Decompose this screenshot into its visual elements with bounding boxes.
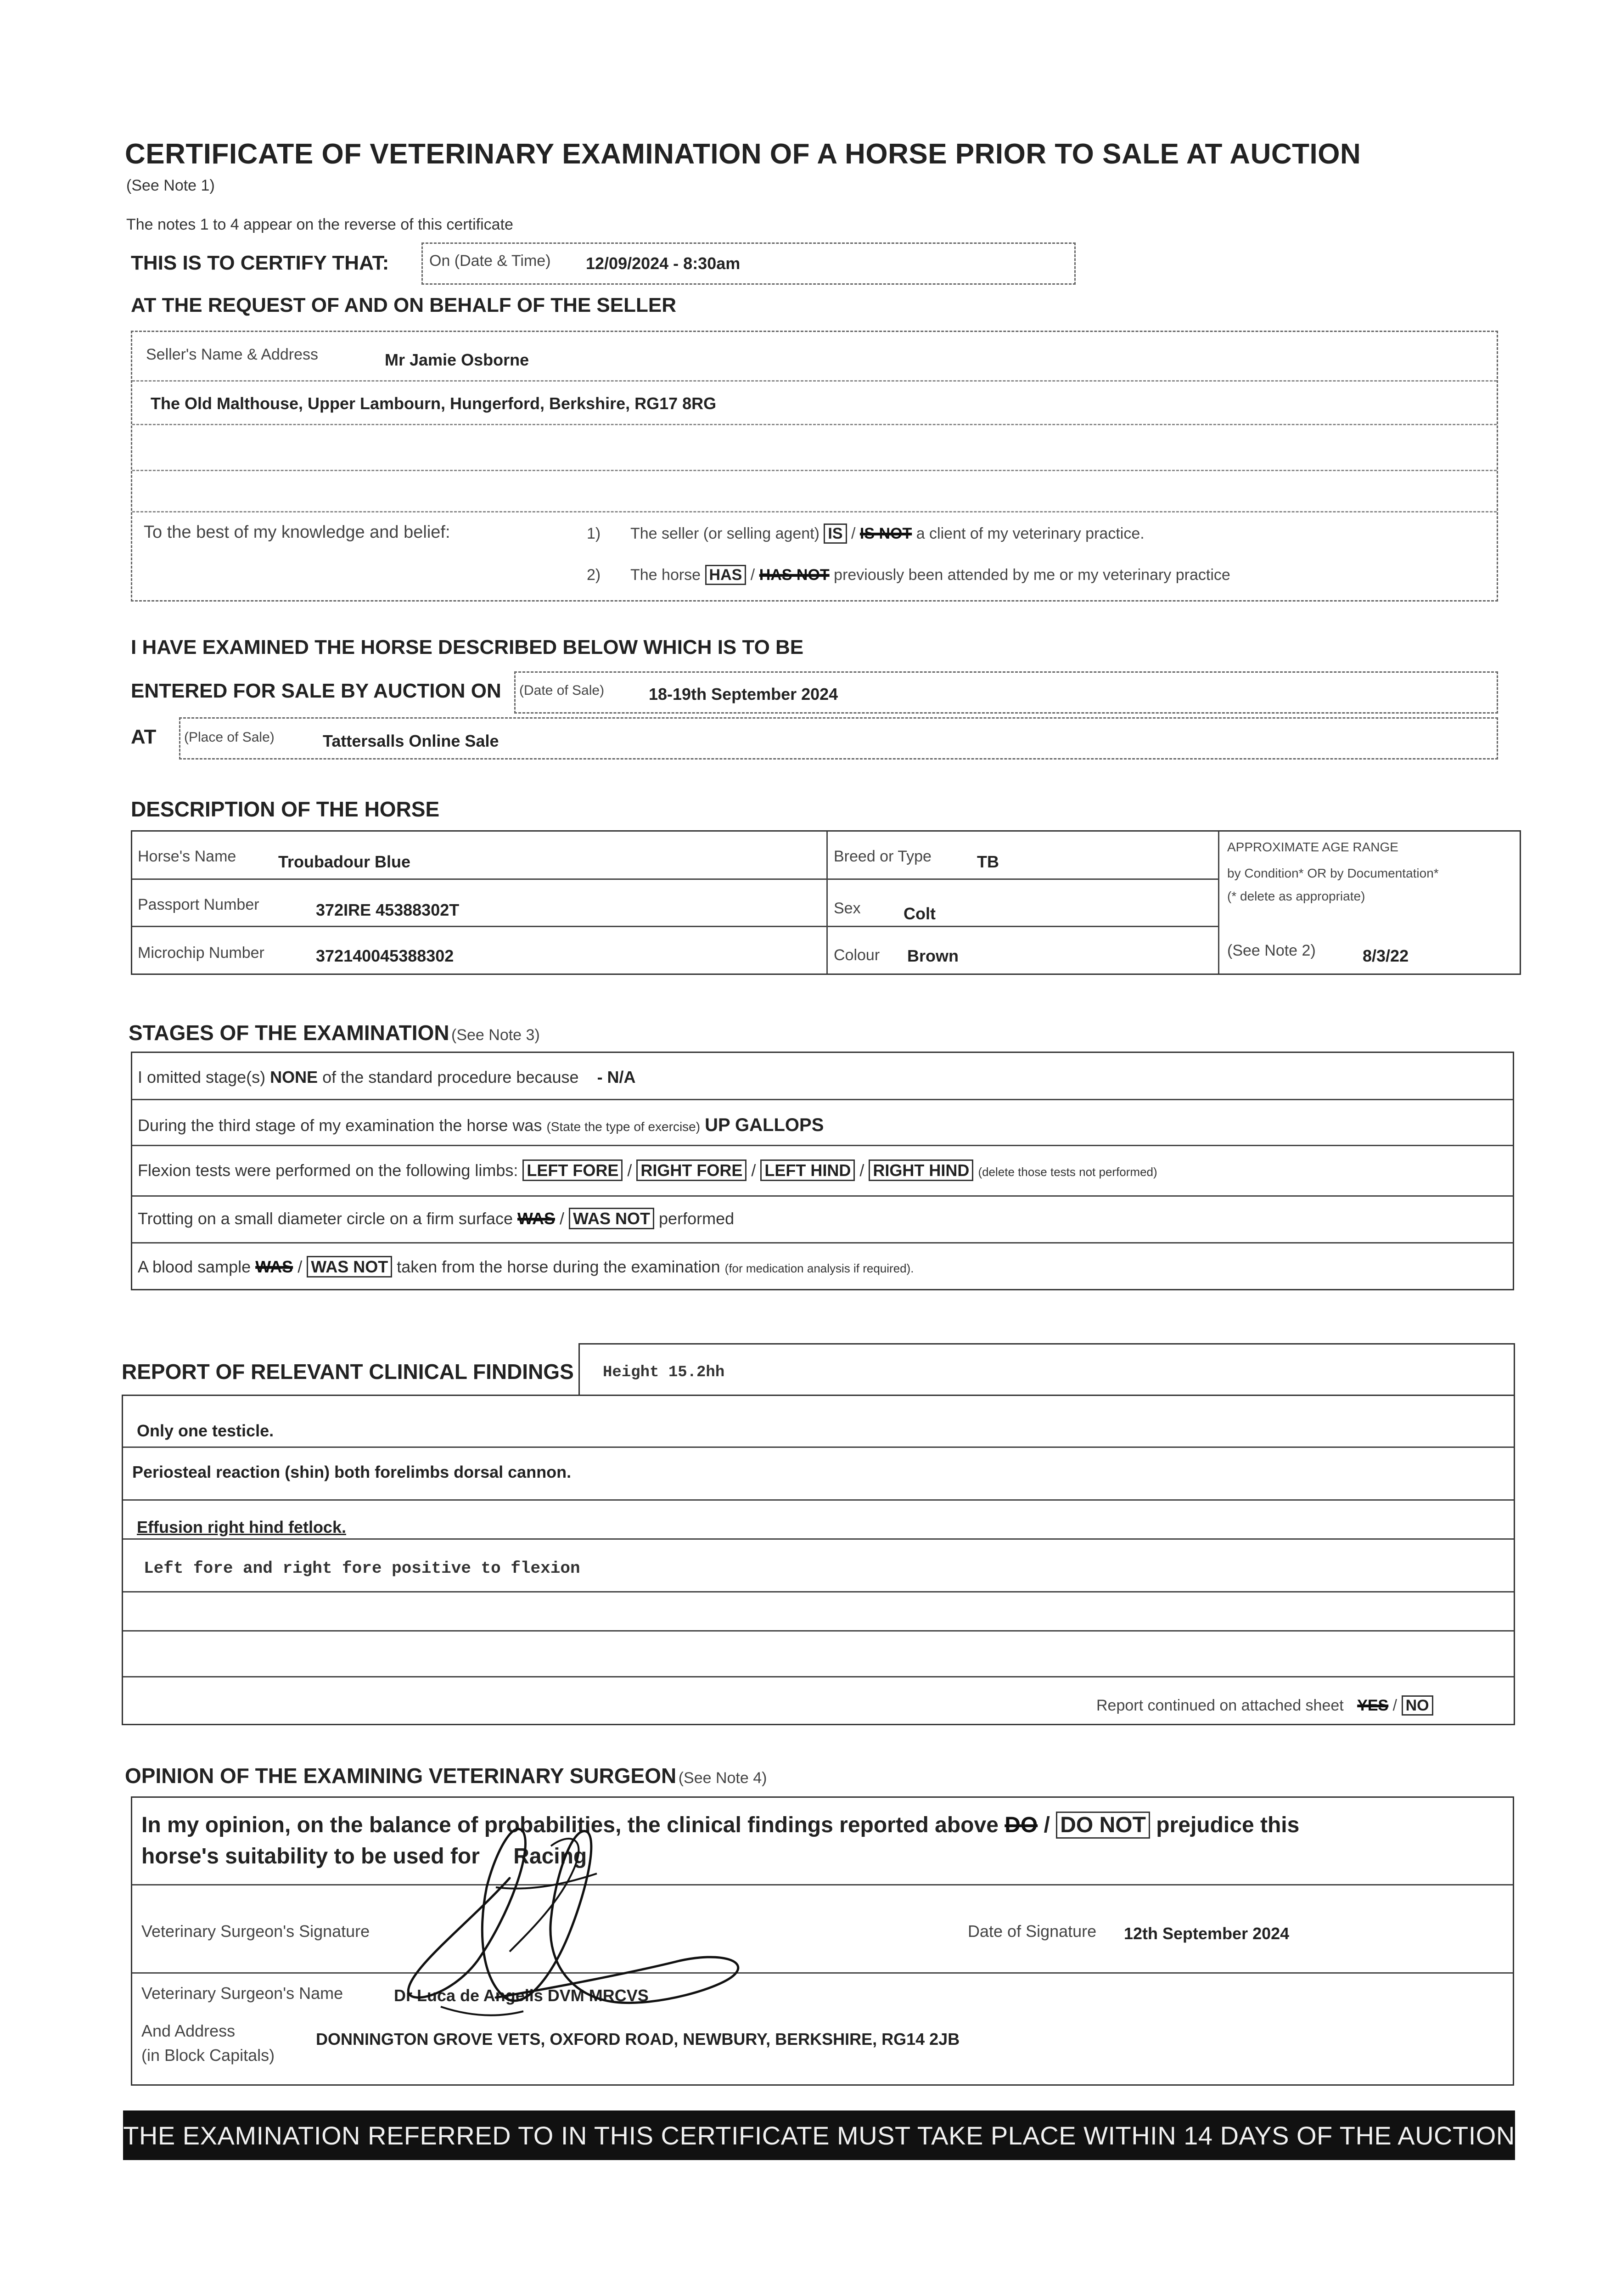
item1-separator: / xyxy=(851,525,856,542)
item2-option-has[interactable]: HAS xyxy=(705,565,746,585)
passport-number[interactable]: 372IRE 45388302T xyxy=(316,900,460,919)
item2-separator: / xyxy=(750,566,755,584)
sale-date-value: 18-19th September 2024 xyxy=(649,685,838,703)
height-value: Height 15.2hh xyxy=(603,1364,725,1381)
continued-option-yes[interactable]: YES xyxy=(1357,1697,1389,1714)
opinion-option-do-not[interactable]: DO NOT xyxy=(1056,1812,1150,1839)
blood-label: A blood sample xyxy=(138,1257,251,1276)
limb-right-hind[interactable]: RIGHT HIND xyxy=(869,1159,973,1181)
breed-label: Breed or Type xyxy=(834,848,932,865)
age-delete-note: (* delete as appropriate) xyxy=(1227,889,1365,903)
omitted-reason[interactable]: - N/A xyxy=(597,1068,636,1086)
horse-name[interactable]: Troubadour Blue xyxy=(278,852,410,871)
trot-row: Trotting on a small diameter circle on a firm surface WAS / WAS NOT performed xyxy=(138,1209,734,1228)
height-field[interactable] xyxy=(578,1343,1515,1395)
trot-label: Trotting on a small diameter circle on a firm surface xyxy=(138,1209,513,1228)
opinion-text-pre: In my opinion, on the balance of probabilities, the clinical findings reported above xyxy=(141,1813,999,1837)
stages-heading-note: (See Note 3) xyxy=(451,1026,540,1044)
address-label-block: (in Block Capitals) xyxy=(141,2046,275,2065)
seller-name-label: Seller's Name & Address xyxy=(146,346,318,363)
trot-option-was[interactable]: WAS xyxy=(517,1209,555,1228)
vet-name[interactable]: Dr Luca de Angelis DVM MRCVS xyxy=(394,1986,649,2005)
finding-line-1[interactable]: Only one testicle. xyxy=(137,1421,274,1440)
opinion-text-line2: horse's suitability to be used for xyxy=(141,1844,480,1868)
notes-line: The notes 1 to 4 appear on the reverse of this certificate xyxy=(126,216,513,233)
description-table xyxy=(131,830,1521,975)
stages-heading-wrap xyxy=(129,1020,540,1045)
seller-box xyxy=(131,331,1498,602)
horse-name-label: Horse's Name xyxy=(138,848,236,865)
opinion-text-post: prejudice this xyxy=(1156,1813,1300,1837)
age-see-note: (See Note 2) xyxy=(1227,942,1316,959)
exercise-value[interactable]: UP GALLOPS xyxy=(705,1115,824,1135)
item2-pre: The horse xyxy=(630,566,701,584)
breed-value[interactable]: TB xyxy=(977,852,999,871)
opinion-heading-note: (See Note 4) xyxy=(678,1769,767,1787)
limb-left-hind[interactable]: LEFT HIND xyxy=(760,1159,855,1181)
seller-address[interactable]: The Old Malthouse, Upper Lambourn, Hungerford, Berkshire, RG17 8RG xyxy=(151,394,717,413)
continued-row: Report continued on attached sheet YES / NO xyxy=(1096,1697,1433,1715)
opinion-box xyxy=(131,1796,1514,2086)
blood-option-was-not[interactable]: WAS NOT xyxy=(307,1256,392,1277)
exercise-hint: (State the type of exercise) xyxy=(546,1120,701,1134)
limb-right-fore[interactable]: RIGHT FORE xyxy=(636,1159,746,1181)
age-method: by Condition* OR by Documentation* xyxy=(1227,866,1439,880)
address-label: And Address xyxy=(141,2021,236,2040)
findings-heading: REPORT OF RELEVANT CLINICAL FINDINGS xyxy=(122,1360,574,1384)
blood-option-was[interactable]: WAS xyxy=(255,1257,293,1276)
microchip-number[interactable]: 372140045388302 xyxy=(316,946,454,965)
certificate-title: CERTIFICATE OF VETERINARY EXAMINATION OF A HORSE PRIOR TO SALE AT AUCTION xyxy=(125,138,1361,170)
opinion-heading-wrap xyxy=(125,1763,767,1788)
date-signature-label: Date of Signature xyxy=(968,1922,1097,1941)
blood-post: taken from the horse during the examination xyxy=(397,1257,720,1276)
item1-option-is[interactable]: IS xyxy=(824,523,847,544)
seller-name[interactable]: Mr Jamie Osborne xyxy=(385,350,529,369)
vet-name-label: Veterinary Surgeon's Name xyxy=(141,1984,343,2003)
item1-option-is-not[interactable]: IS NOT xyxy=(859,525,912,542)
opinion-option-do[interactable]: DO xyxy=(1005,1813,1038,1837)
trot-post: performed xyxy=(659,1209,735,1228)
sex-value[interactable]: Colt xyxy=(904,904,936,923)
finding-typed-line[interactable]: Left fore and right fore positive to flexion xyxy=(144,1559,580,1578)
opinion-heading: OPINION OF THE EXAMINING VETERINARY SURGEON xyxy=(125,1764,677,1788)
belief-label: To the best of my knowledge and belief: xyxy=(144,523,450,542)
finding-line-2[interactable]: Periosteal reaction (shin) both forelimbs dorsal cannon. xyxy=(132,1463,572,1481)
sale-date-field[interactable] xyxy=(514,671,1498,714)
footer-banner: THE EXAMINATION REFERRED TO IN THIS CERTIFICATE MUST TAKE PLACE WITHIN 14 DAYS OF THE AUCTION xyxy=(123,2110,1515,2160)
omitted-label: I omitted stage(s) xyxy=(138,1068,266,1086)
item1-pre: The seller (or selling agent) xyxy=(630,525,819,542)
date-time-field[interactable] xyxy=(421,242,1076,285)
limb-left-fore[interactable]: LEFT FORE xyxy=(522,1159,623,1181)
age-value[interactable]: 8/3/22 xyxy=(1363,946,1409,965)
item1-post: a client of my veterinary practice. xyxy=(916,525,1145,542)
item2-post: previously been attended by me or my veterinary practice xyxy=(834,566,1230,584)
age-heading: APPROXIMATE AGE RANGE xyxy=(1227,840,1398,854)
sale-place-field[interactable] xyxy=(179,717,1498,760)
sale-place-label: (Place of Sale) xyxy=(184,730,275,745)
examined-line: I HAVE EXAMINED THE HORSE DESCRIBED BELOW WHICH IS TO BE xyxy=(131,636,804,658)
blood-row: A blood sample WAS / WAS NOT taken from the horse during the examination (for medication analysis if required). xyxy=(138,1257,914,1277)
omitted-value[interactable]: NONE xyxy=(270,1068,318,1086)
date-signature-value[interactable]: 12th September 2024 xyxy=(1124,1924,1290,1943)
trot-option-was-not[interactable]: WAS NOT xyxy=(569,1208,654,1229)
date-time-value: 12/09/2024 - 8:30am xyxy=(586,254,741,273)
description-heading: DESCRIPTION OF THE HORSE xyxy=(131,797,440,821)
flexion-delete-note: (delete those tests not performed) xyxy=(978,1165,1157,1179)
sale-place-value: Tattersalls Online Sale xyxy=(323,732,499,750)
exercise-label: During the third stage of my examination the horse was xyxy=(138,1116,542,1135)
entered-line: ENTERED FOR SALE BY AUCTION ON xyxy=(131,680,501,702)
date-time-label: On (Date & Time) xyxy=(429,252,551,270)
opinion-use[interactable]: Racing xyxy=(513,1844,587,1868)
continued-label: Report continued on attached sheet xyxy=(1096,1697,1344,1714)
colour-value[interactable]: Brown xyxy=(907,946,959,965)
microchip-label: Microchip Number xyxy=(138,944,264,962)
findings-box xyxy=(122,1395,1515,1725)
finding-line-3[interactable]: Effusion right hind fetlock. xyxy=(137,1518,346,1536)
stages-heading: STAGES OF THE EXAMINATION xyxy=(129,1021,449,1045)
title-note: (See Note 1) xyxy=(126,177,215,194)
signature-scribble xyxy=(358,1814,771,2025)
continued-option-no[interactable]: NO xyxy=(1402,1695,1433,1716)
item2-text xyxy=(630,566,1230,584)
flexion-row: Flexion tests were performed on the following limbs: LEFT FORE / RIGHT FORE / LEFT HIND / RIGHT HIND (delete those tests not performed) xyxy=(138,1161,1157,1180)
vet-address[interactable]: DONNINGTON GROVE VETS, OXFORD ROAD, NEWBURY, BERKSHIRE, RG14 2JB xyxy=(316,2030,960,2048)
certify-label: THIS IS TO CERTIFY THAT: xyxy=(131,252,389,274)
passport-label: Passport Number xyxy=(138,896,259,913)
omitted-because: of the standard procedure because xyxy=(322,1068,579,1086)
item1-text xyxy=(630,525,1145,543)
item1-number: 1) xyxy=(587,525,601,542)
stages-table xyxy=(131,1052,1514,1290)
colour-label: Colour xyxy=(834,946,880,964)
opinion-statement: In my opinion, on the balance of probabilities, the clinical findings reported above DO / DO NOT prejudice this xyxy=(141,1812,1299,1838)
sex-label: Sex xyxy=(834,900,861,917)
at-label: AT xyxy=(131,726,157,748)
signature-label: Veterinary Surgeon's Signature xyxy=(141,1922,370,1941)
item2-number: 2) xyxy=(587,566,601,584)
item2-option-has-not[interactable]: HAS NOT xyxy=(759,566,830,584)
omitted-row xyxy=(138,1068,636,1087)
request-label: AT THE REQUEST OF AND ON BEHALF OF THE SELLER xyxy=(131,294,676,316)
sale-date-label: (Date of Sale) xyxy=(519,683,605,698)
blood-hint: (for medication analysis if required). xyxy=(724,1261,914,1275)
exercise-row xyxy=(138,1115,824,1136)
flexion-label: Flexion tests were performed on the following limbs: xyxy=(138,1161,518,1180)
